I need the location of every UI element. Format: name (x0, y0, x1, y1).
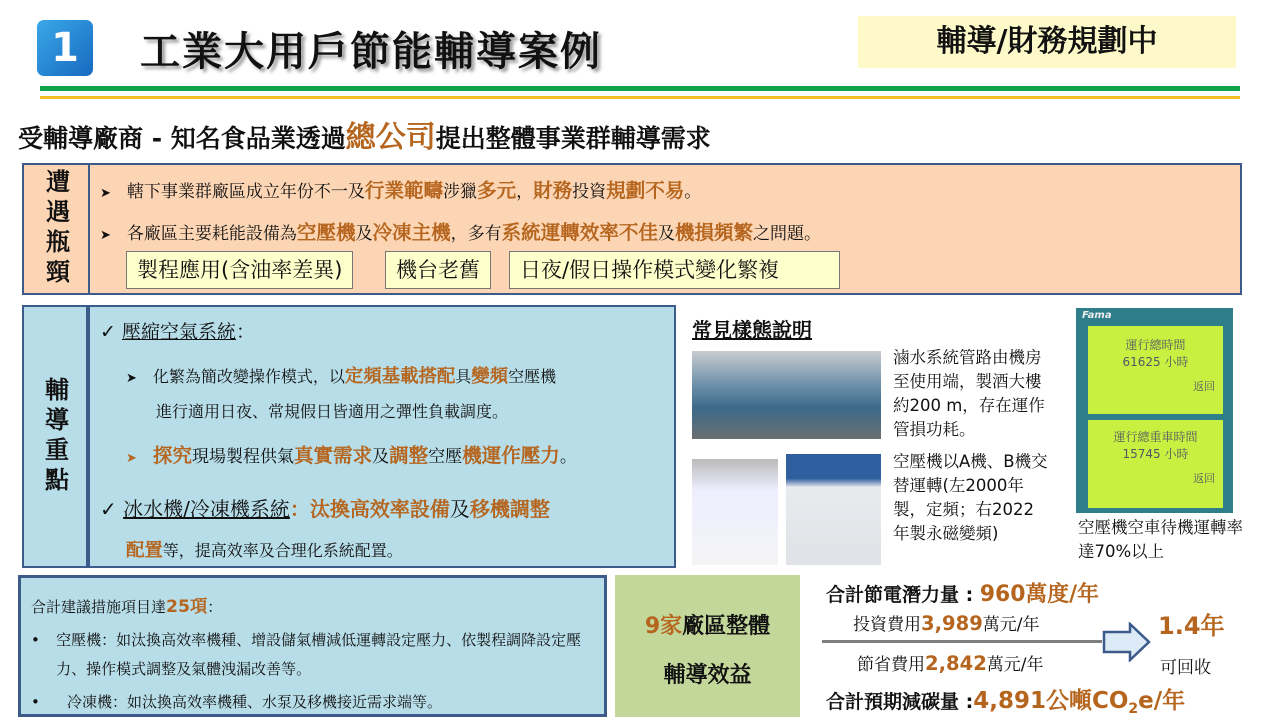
highlight-text: 汰換高效率設備 (309, 497, 450, 521)
benefit-line-2: 輔導效益 (663, 663, 752, 688)
check-icon: ✓ (100, 497, 124, 521)
lcd-label: 運行總時間 (1125, 338, 1186, 352)
measures-panel (18, 575, 607, 717)
bullet-text (153, 367, 556, 386)
text-segment: 及 (657, 224, 675, 244)
text-segment: 提出整體事業群輔導需求 (435, 124, 711, 153)
highlight-text: 定頻基載搭配 (344, 366, 456, 387)
carbon-value: 4,891公噸CO (973, 688, 1129, 714)
highlight-text: 3,989 (921, 612, 983, 635)
colon: ： (235, 321, 255, 343)
carbon-reduction (826, 682, 1185, 717)
text-segment: 具 (455, 367, 472, 386)
chiller-text (290, 497, 550, 521)
section-number-icon: 1 (37, 20, 93, 76)
divider-yellow (40, 96, 1240, 99)
arrow-bullet-icon: ➤ (126, 371, 137, 386)
highlight-text: 機運作壓力 (462, 444, 560, 467)
text-segment: 投資 (572, 182, 607, 202)
air-system-heading (100, 317, 255, 344)
pipeline-photo (692, 351, 881, 439)
chiller-cont (126, 536, 403, 562)
focus-label-panel (22, 305, 88, 568)
text-segment: 各廠區主要耗能設備為 (126, 224, 297, 244)
status-badge: 輔導/財務規劃中 (858, 16, 1236, 68)
measures-heading (31, 592, 222, 617)
highlight-text: 總公司 (345, 120, 436, 155)
highlight-text: 規劃不易 (606, 179, 685, 202)
highlight-text: 冷凍主機 (372, 221, 451, 244)
payback-years: 1.4年 (1158, 612, 1225, 640)
text-segment: 萬元/年 (986, 655, 1044, 675)
compressor-b-photo (786, 454, 881, 565)
arrow-bullet-icon: ➤ (126, 451, 137, 466)
text-segment: 空壓 (428, 447, 463, 467)
lcd-screen-2 (1088, 420, 1223, 508)
carbon-label: 合計預期減碳量 : (826, 691, 974, 713)
lcd-back: 返回 (1193, 472, 1215, 485)
measure-text: 冷凍機：如汰換高效率機種、水泵及移機接近需求端等。 (67, 693, 443, 711)
check-icon: ✓ (100, 321, 122, 343)
controller-display-photo (1076, 308, 1233, 513)
tag-process: 製程應用(含油率差異) (126, 251, 353, 289)
text-segment: ， (516, 182, 534, 202)
chiller-title: 冰水機/冷凍機系統 (123, 497, 290, 521)
highlight-text: 960萬度/年 (979, 582, 1099, 607)
focus-label: 輔導重點 (40, 376, 69, 497)
fraction-line (822, 640, 1102, 643)
investment-cost (853, 610, 1040, 635)
compressor-a-photo (692, 459, 778, 565)
saving-potential (826, 577, 1099, 608)
lcd-back: 返回 (1193, 380, 1215, 393)
air-system-title: 壓縮空氣系統 (121, 321, 236, 343)
arrow-right-icon (1102, 622, 1152, 662)
bottleneck-panel (22, 163, 1242, 295)
highlight-text: 財務 (533, 179, 573, 202)
arrow-bullet-icon: ➤ (100, 186, 111, 201)
lcd-screen-1 (1088, 326, 1223, 414)
text-segment: 轄下事業群廠區成立年份不一及 (126, 182, 365, 202)
air-sub-2 (126, 440, 577, 468)
highlight-text: 系統運轉效率不佳 (501, 221, 658, 244)
bottleneck-label: 遭遇瓶頸 (24, 165, 90, 293)
lcd-label: 運行總重車時間 (1113, 430, 1198, 444)
highlight-text: 25項 (166, 597, 208, 617)
compressor-text: 空壓機以A機、B機交替運轉(左2000年製，定頻；右2022年製永磁變頻) (893, 452, 1048, 543)
bottleneck-bullet-2 (100, 217, 821, 245)
highlight-text: 調整 (389, 444, 429, 467)
highlight-text: 9家 (644, 614, 683, 639)
focus-panel (88, 305, 676, 568)
text-segment: 現場製程供氣 (191, 447, 294, 467)
measure-text: 空壓機：如汰換高效率機種、增設儲氣槽減低運轉設定壓力、依製程調降設定壓力、操作模式調整及氣體洩漏改善等。 (56, 631, 582, 678)
highlight-text: 配置 (126, 540, 163, 561)
text-segment: 之問題。 (753, 224, 821, 244)
measure-item-1 (31, 626, 601, 684)
text-segment: ： (207, 598, 223, 616)
lcd-value: 61625 小時 (1122, 355, 1189, 369)
arrow-bullet-icon: ➤ (100, 228, 111, 243)
highlight-text: 移機調整 (469, 497, 550, 521)
text-segment: 及 (449, 497, 470, 521)
highlight-text: 多元 (477, 179, 517, 202)
text-segment: 萬元/年 (982, 615, 1040, 635)
benefit-line-1 (615, 609, 800, 640)
examples-title: 常見樣態說明 (692, 318, 812, 342)
bullet-text (152, 444, 577, 467)
highlight-text: ： (289, 497, 310, 521)
brand-logo: Fama (1082, 310, 1112, 321)
divider-green (40, 86, 1240, 91)
bullet-dot: • (31, 693, 40, 711)
text-segment: 節省費用 (857, 655, 925, 675)
text-segment: 及 (355, 224, 373, 244)
text-segment: 合計建議措施項目達 (31, 598, 167, 616)
subtitle (18, 112, 711, 156)
saved-cost (857, 650, 1044, 675)
bullet-text (126, 221, 821, 244)
air-sub-1 (126, 362, 556, 388)
text-segment: ，多有 (450, 224, 502, 244)
text-segment: 廠區整體 (682, 614, 771, 639)
text-segment: 及 (372, 447, 390, 467)
tag-old-machines: 機台老舊 (385, 251, 491, 289)
chiller-heading (100, 493, 550, 522)
text-segment: 等，提高效率及合理化系統配置。 (162, 541, 403, 560)
text-segment: 。 (684, 182, 702, 202)
text-segment: 投資費用 (853, 615, 921, 635)
text-segment: 化繁為簡改變操作模式，以 (152, 367, 345, 386)
highlight-text: 機損頻繁 (674, 221, 753, 244)
text-segment: 。 (559, 447, 577, 467)
carbon-subscript: 2 (1128, 700, 1139, 717)
text-segment: 空壓機 (508, 367, 557, 386)
highlight-text: 空壓機 (296, 221, 356, 244)
air-sub-1-cont: 進行適用日夜、常規假日皆適用之彈性負載調度。 (156, 402, 509, 421)
highlight-text: 2,842 (925, 652, 987, 675)
benefit-panel (615, 575, 800, 717)
pipeline-text: 滷水系統管路由機房至使用端，製酒大樓約200 m，存在運作管損功耗。 (893, 348, 1045, 439)
measure-item-2 (31, 688, 442, 717)
page-title: 工業大用戶節能輔導案例 (140, 29, 602, 75)
lcd-caption: 空壓機空車待機運轉率達70%以上 (1078, 518, 1243, 561)
carbon-unit: e/年 (1138, 688, 1186, 714)
text-segment: 受輔導廠商 - 知名食品業透過 (18, 124, 346, 153)
highlight-text: 行業範疇 (364, 179, 444, 202)
text-segment: 涉獵 (443, 182, 478, 202)
highlight-text: 探究 (152, 444, 192, 467)
lcd-value: 15745 小時 (1122, 447, 1189, 461)
payback-label: 可回收 (1160, 658, 1211, 678)
bullet-dot: • (31, 631, 40, 649)
text-segment: 合計節電潛力量 : (826, 584, 980, 606)
highlight-text: 真實需求 (293, 444, 373, 467)
highlight-text: 變頻 (471, 366, 509, 387)
bullet-text (126, 179, 702, 202)
tag-operation-mode: 日夜/假日操作模式變化繁複 (509, 251, 840, 289)
bottleneck-bullet-1 (100, 175, 701, 203)
